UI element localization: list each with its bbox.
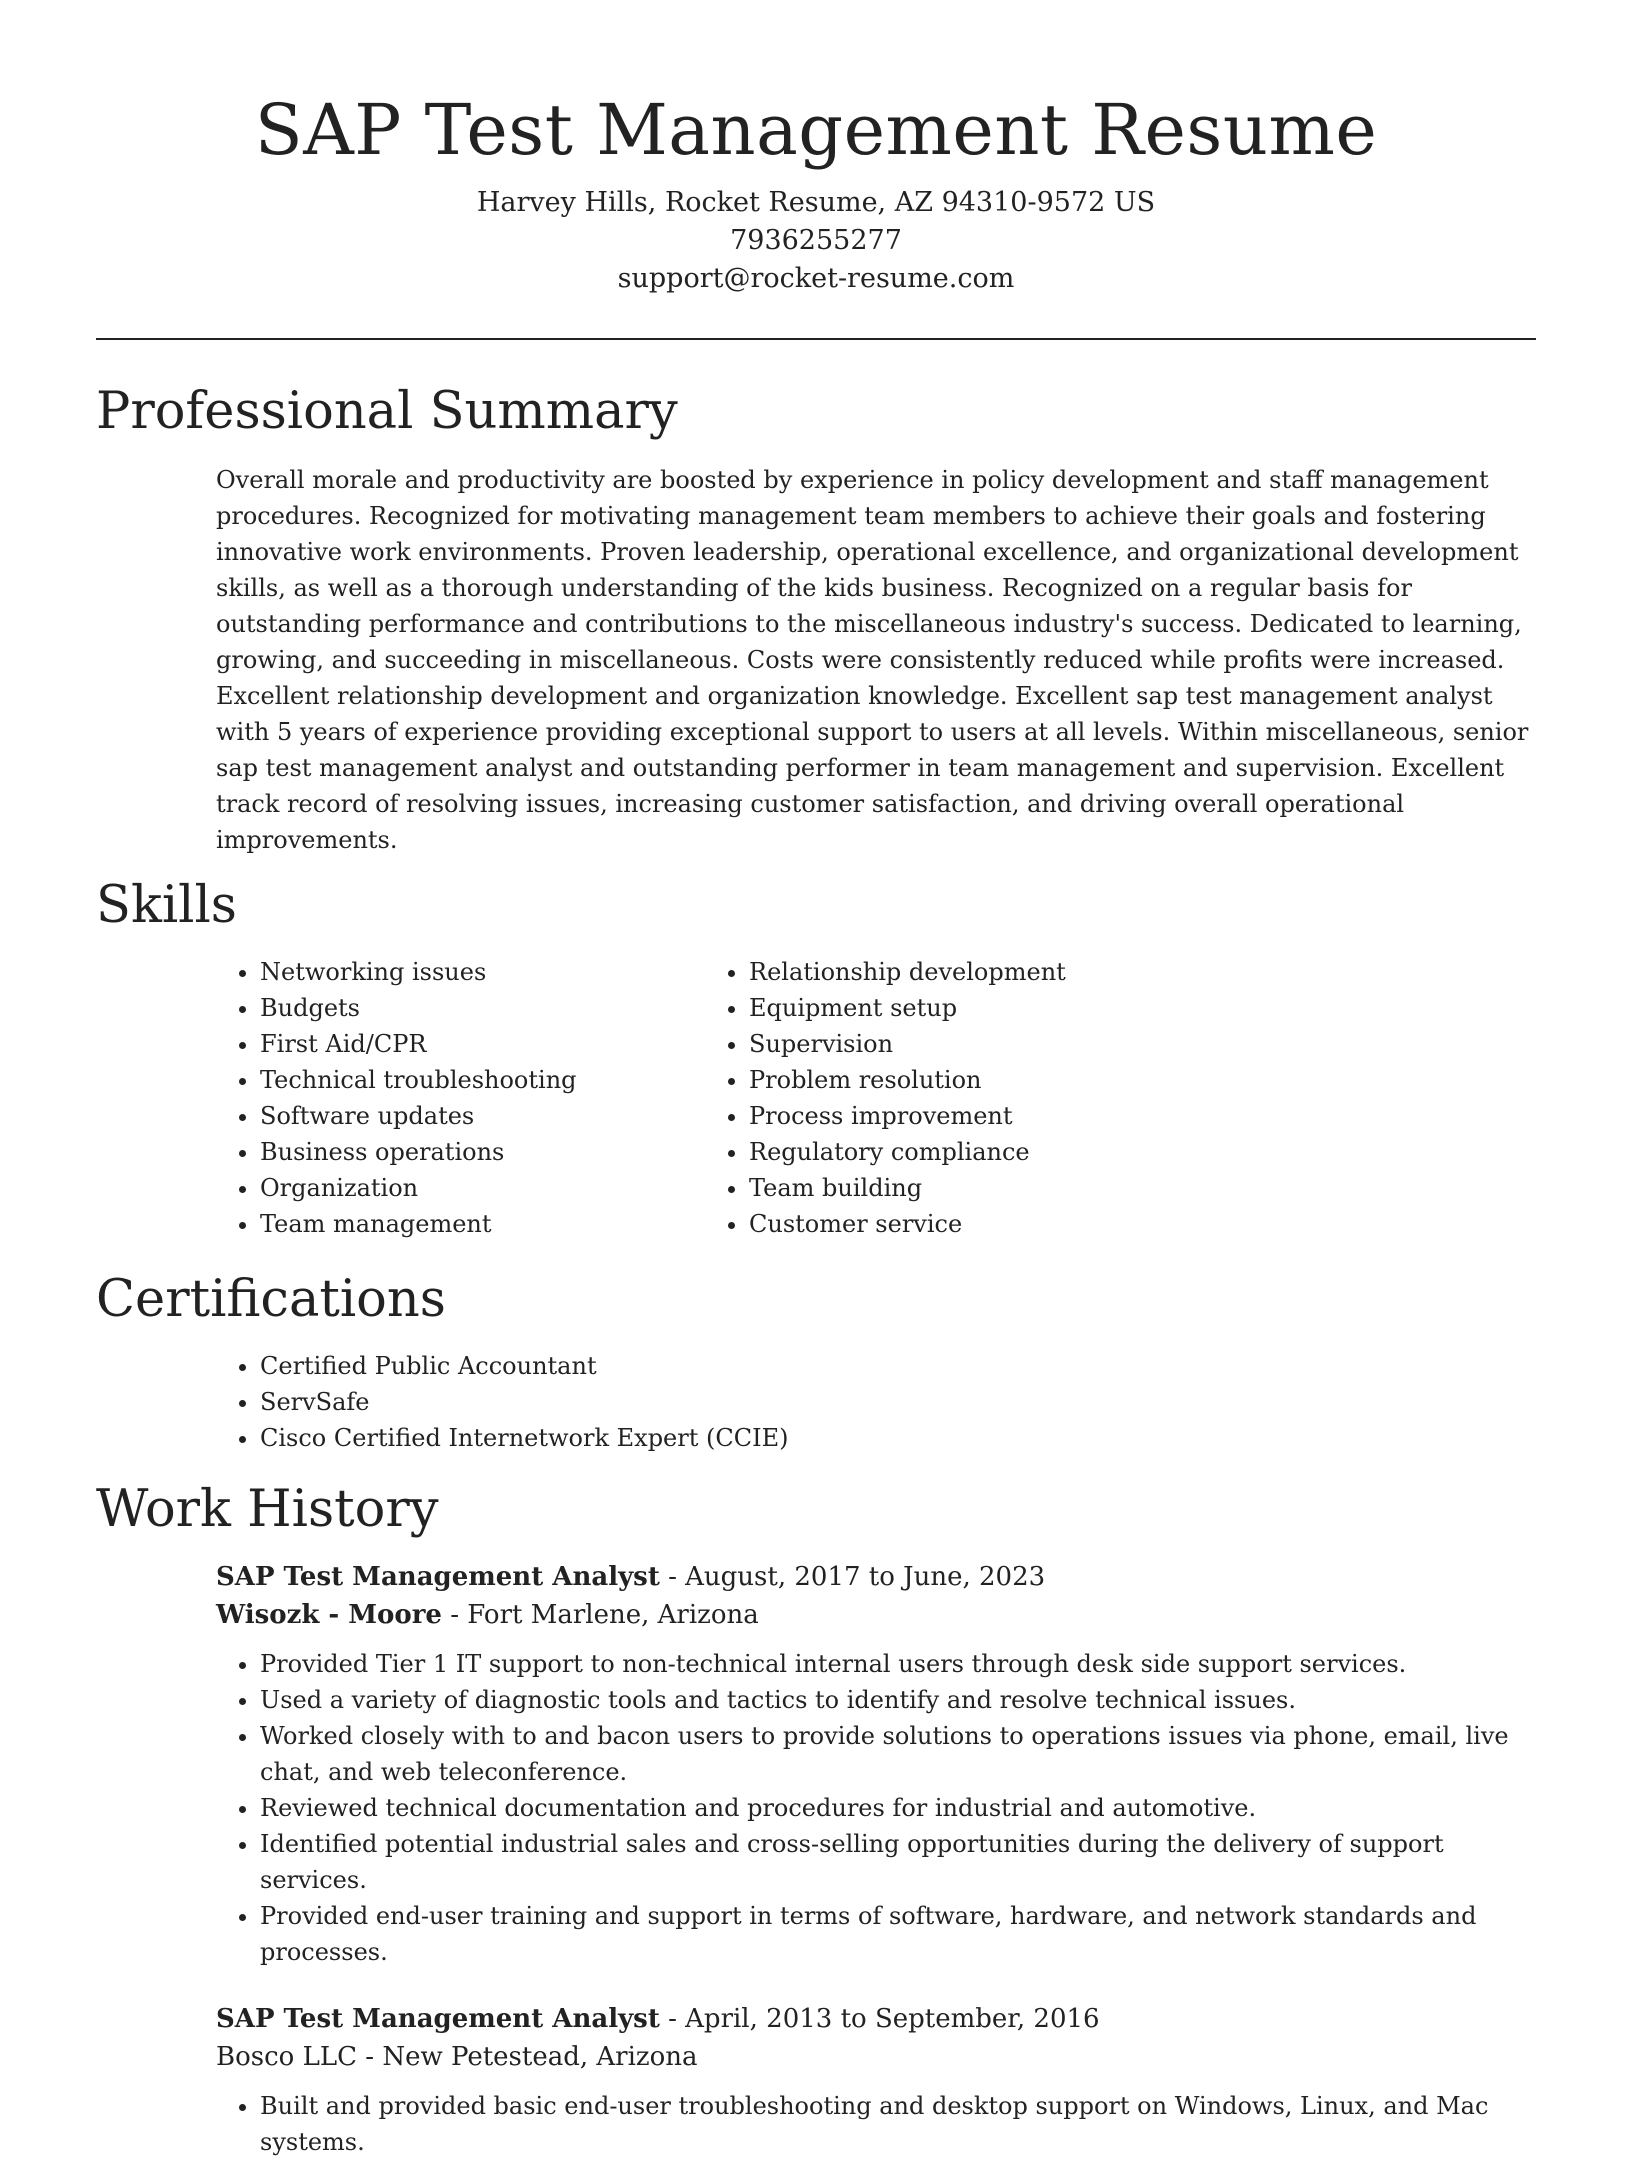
- job-location: - New Petestead, Arizona: [357, 2042, 698, 2072]
- certifications-section: [96, 1268, 1536, 1456]
- resume-page: [96, 0, 1536, 2160]
- job-entry: [216, 2000, 1536, 2160]
- job-duty: • Provided end-user training and support in terms of software, hardware, and network standards and processes.: [260, 1898, 1536, 1970]
- job-dates: - August, 2017 to June, 2023: [659, 1562, 1046, 1592]
- skill-item: • Customer service: [749, 1206, 1399, 1242]
- skill-item: • Problem resolution: [749, 1062, 1399, 1098]
- summary-text: Overall morale and productivity are boosted by experience in policy development and staff management procedures. Recognized for motivating management team members to achieve their goals and fostering innovative work environments. Proven leadership, operational excellence, and organizational development skills, as well as a thorough understanding of the kids business. Recognized on a regular basis for outstanding performance and contributions to the miscellaneous industry's success. Dedicated to learning, growing, and succeeding in miscellaneous. Costs were consistently reduced while profits were increased. Excellent relationship development and organization knowledge. Excellent sap test management analyst with 5 years of experience providing exceptional support to users at all levels. Within miscellaneous, senior sap test management analyst and outstanding performer in team management and supervision. Excellent track record of resolving issues, increasing customer satisfaction, and driving overall operational improvements.: [216, 466, 1529, 854]
- work-history-heading: Work History: [96, 1480, 439, 1539]
- skill-item: • Relationship development: [749, 954, 1399, 990]
- job-duty: • Reviewed technical documentation and procedures for industrial and automotive.: [260, 1790, 1536, 1826]
- skill-item: • Software updates: [260, 1098, 910, 1134]
- skill-item: • Process improvement: [749, 1098, 1399, 1134]
- skill-item: • First Aid/CPR: [260, 1026, 910, 1062]
- work-history-section: [96, 1478, 1536, 2160]
- skill-item: • Budgets: [260, 990, 910, 1026]
- certification-item: • Cisco Certified Internetwork Expert (CCIE): [260, 1420, 1536, 1456]
- contact-email: support@rocket-resume.com: [617, 263, 1015, 294]
- contact-phone: 7936255277: [730, 225, 902, 256]
- skill-item: • Regulatory compliance: [749, 1134, 1399, 1170]
- job-dates: - April, 2013 to September, 2016: [659, 2004, 1100, 2034]
- skill-item: • Networking issues: [260, 954, 910, 990]
- skills-section: [96, 874, 1536, 1242]
- certifications-heading: Certifications: [96, 1270, 446, 1329]
- resume-title: SAP Test Management Resume: [254, 89, 1378, 171]
- job-company: Bosco LLC: [216, 2042, 358, 2072]
- contact-address: Harvey Hills, Rocket Resume, AZ 94310-9572 US: [476, 187, 1156, 218]
- job-duties-list: [216, 1646, 1536, 1970]
- header-divider: [96, 338, 1536, 340]
- job-duty: • Worked closely with to and bacon users to provide solutions to operations issues via phone, email, live chat, and web teleconference.: [260, 1718, 1536, 1790]
- skills-grid: [96, 954, 1536, 1242]
- certifications-list: [96, 1348, 1536, 1456]
- certification-item: • Certified Public Accountant: [260, 1348, 1536, 1384]
- skill-item: • Supervision: [749, 1026, 1399, 1062]
- job-duties-list: [216, 2088, 1536, 2160]
- skill-item: • Team building: [749, 1170, 1399, 1206]
- job-duty: • Used a variety of diagnostic tools and tactics to identify and resolve technical issues.: [260, 1682, 1536, 1718]
- job-company: Wisozk - Moore: [216, 1600, 442, 1630]
- skill-item: • Business operations: [260, 1134, 910, 1170]
- job-title: SAP Test Management Analyst: [216, 2004, 660, 2034]
- job-title-line: [216, 2000, 1536, 2038]
- job-duty: • Built and provided basic end-user troubleshooting and desktop support on Windows, Linux, and Mac systems.: [260, 2088, 1536, 2160]
- job-company-line: [216, 2038, 1536, 2076]
- job-company-line: [216, 1596, 1536, 1634]
- skill-item: • Equipment setup: [749, 990, 1399, 1026]
- skill-item: • Organization: [260, 1170, 910, 1206]
- job-duty: • Identified potential industrial sales and cross-selling opportunities during the delivery of support services.: [260, 1826, 1536, 1898]
- contact-block: [96, 184, 1536, 298]
- skills-heading: Skills: [96, 876, 237, 935]
- skill-item: • Team management: [260, 1206, 910, 1242]
- skills-list-right: [725, 954, 1399, 1242]
- job-title-line: [216, 1558, 1536, 1596]
- job-duty: • Provided Tier 1 IT support to non-technical internal users through desk side support services.: [260, 1646, 1536, 1682]
- job-entry: [216, 1558, 1536, 1970]
- summary-heading: Professional Summary: [96, 382, 678, 441]
- job-location: - Fort Marlene, Arizona: [441, 1600, 759, 1630]
- professional-summary-section: [96, 380, 1536, 858]
- certification-item: • ServSafe: [260, 1384, 1536, 1420]
- job-title: SAP Test Management Analyst: [216, 1562, 660, 1592]
- skill-item: • Technical troubleshooting: [260, 1062, 910, 1098]
